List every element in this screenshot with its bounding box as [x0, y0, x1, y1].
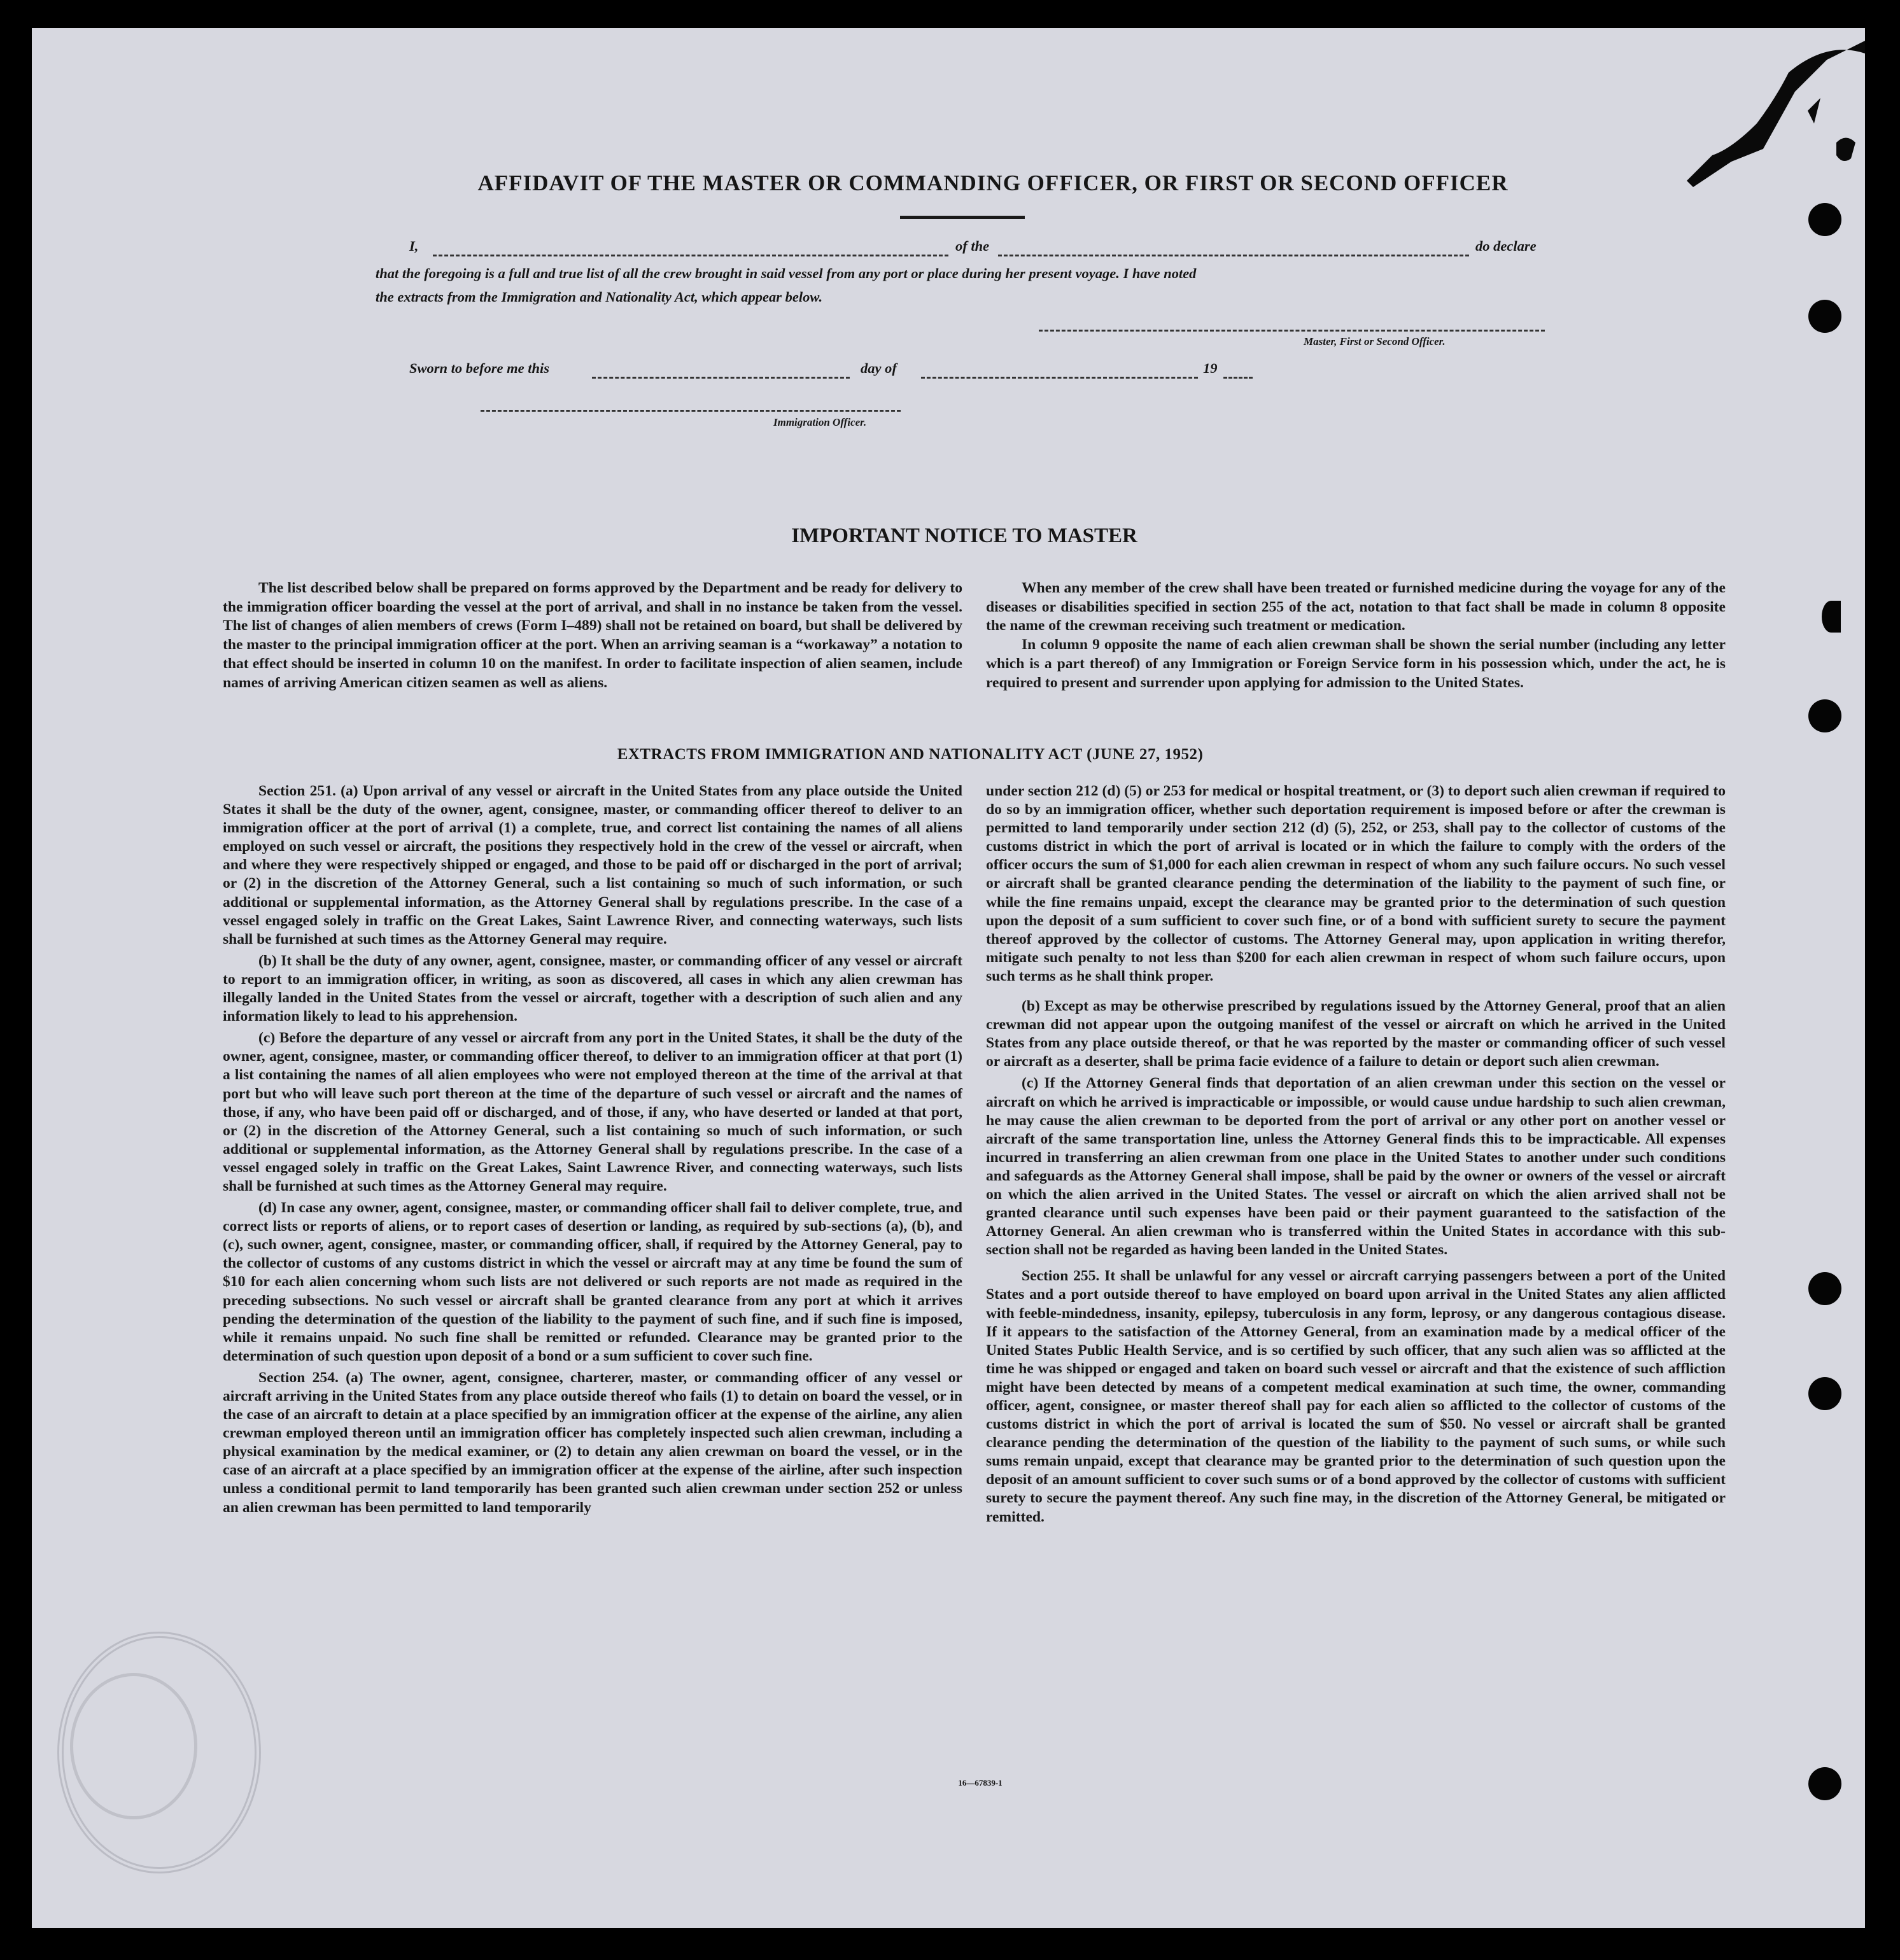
notice-right-paragraph: In column 9 opposite the name of each alien crewman shall be shown the serial number (including any letter which is a part thereof) of any Immigration or Foreign Service form in his possession which, under the act, he is required to present and surrender upon applying for admission to the United States.	[986, 636, 1726, 691]
notice-left-column	[223, 579, 962, 692]
notice-right-paragraph: When any member of the crew shall have been treated or furnished medicine during the voyage for any of the diseases or disabilities specified in section 255 of the act, notation to that fact shall be made in column 8 opposite the name of the crewman receiving such treatment or medication.	[986, 580, 1726, 634]
section-251c-paragraph: (c) Before the departure of any vessel or aircraft from any port in the United States, it shall be the duty of the owner, agent, consignee, master, or commanding officer thereof, to deliver to an immigration officer at that port (1) a list containing the names of all alien employees who were not employed thereon at the time of the arrival at that port but who will leave such port thereon at the time of the departure of such vessel or aircraft and the names of those, if any, who have been paid off or discharged, and of those, if any, who have deserted or landed at that port, or (2) in the discretion of the Attorney General, such a list containing so much of such information, or such additional or supplemental information, as the Attorney General shall by regulations prescribe. In the case of a vessel engaged solely in traffic on the Great Lakes, Saint Lawrence River, and connecting waterways, such lists shall be furnished at such times as the Attorney General may require.	[223, 1030, 962, 1194]
punch-hole	[1808, 203, 1841, 236]
section-254b-paragraph: (b) Except as may be otherwise prescribed by regulations issued by the Attorney General, proof that an alien crewman did not appear upon the outgoing manifest of the vessel or aircraft on which he arrived in the United States from any place outside thereof, or that he was reported by the master or commanding officer of such vessel or aircraft as a deserter, shall be prima facie evidence of a failure to detain or deport such alien crewman.	[986, 998, 1726, 1070]
officer-signature-line	[481, 410, 901, 412]
title-rule	[900, 216, 1025, 219]
extracts-right-column	[986, 782, 1726, 1527]
document-page	[32, 28, 1865, 1928]
extracts-title: EXTRACTS FROM IMMIGRATION AND NATIONALITY ACT (JUNE 27, 1952)	[617, 746, 1204, 763]
sworn-day-blank-line	[592, 377, 850, 379]
extracts-left-column	[223, 782, 962, 1517]
section-251a-paragraph: Section 251. (a) Upon arrival of any vessel or aircraft in the United States from any place outside the United States it shall be the duty of the owner, agent, consignee, master, or commanding officer thereof to deliver to an immigration officer at the port of arrival (1) a complete, true, and correct list containing the names of all aliens employed on such vessel or aircraft, the positions they respectively hold in the crew of the vessel or aircraft, when and where they were respectively shipped or engaged, and those to be paid off or discharged in the port of arrival; or (2) in the discretion of the Attorney General, such a list containing so much of such information, or such additional or supplemental information, as the Attorney General shall by regulations prescribe. In the case of a vessel engaged solely in traffic on the Great Lakes, Saint Lawrence River, and connecting waterways, such lists shall be furnished at such times as the Attorney General may require.	[223, 783, 962, 948]
section-254c-paragraph: (c) If the Attorney General finds that deportation of an alien crewman under this section on the vessel or aircraft on which he arrived is impracticable or impossible, or would cause undue hardship to such alien crewman, he may cause the alien crewman to be deported from the port of arrival or any other port on another vessel or aircraft of the same transportation line, unless the Attorney General finds this to be impracticable. All expenses incurred in transferring an alien crewman from one place in the United States to another under such conditions and safeguards as the Attorney General shall impose, shall be paid by the owner or owners of the vessel or aircraft on which the alien arrived in the United States. The vessel or aircraft on which the alien arrived shall not be granted clearance until such expenses have been paid or their payment guaranteed to the satisfaction of the Attorney General. An alien crewman who is transferred within the United States in accordance with this sub-section shall not be regarded as having been landed in the United States.	[986, 1075, 1726, 1259]
affidavit-statement-line2: the extracts from the Immigration and Nationality Act, which appear below.	[376, 289, 823, 305]
master-caption: Master, First or Second Officer.	[1304, 335, 1446, 347]
section-251b-paragraph: (b) It shall be the duty of any owner, agent, consignee, master, or commanding officer of any vessel or aircraft to report to an immigration officer, in writing, as soon as discovered, all cases in which any alien crewman has illegally landed in the United States from the vessel or aircraft, together with a description of such alien and any information likely to lead to his apprehension.	[223, 952, 962, 1025]
name-blank-line	[433, 255, 948, 256]
punch-hole	[1808, 699, 1841, 732]
year-blank-line	[1223, 377, 1253, 379]
notice-title: IMPORTANT NOTICE TO MASTER	[791, 524, 1137, 547]
affidavit-of-the-label: of the	[955, 238, 990, 254]
section-255-paragraph: Section 255. It shall be unlawful for any vessel or aircraft carrying passengers between a port of the United States and a port outside thereof to have employed on board upon arrival in the United States any alien afflicted with feeble-mindedness, insanity, epilepsy, tuberculosis in any form, leprosy, or any dangerous contagious disease. If it appears to the satisfaction of the Attorney General, from an examination made by a medical officer of the United States Public Health Service, and is so certified by such officer, that any such alien was so afflicted at the time he was shipped or engaged and taken on board such vessel or aircraft and that the existence of such affliction might have been detected by means of a competent medical examination at such time, the owner, commanding officer, agent, consignee, or master thereof shall pay for each alien so afflicted to the collector of customs of the customs district in which the port of arrival is located the sum of $50. No vessel or aircraft shall be granted clearance pending the determination of the question of the liability to the payment of such sums, or while such sums remain unpaid, except that clearance may be granted prior to the determination of such question upon the deposit of an amount sufficient to cover such sums or of a bond approved by the collector of customs with sufficient surety to secure the payment thereof. Any such fine may, in the discretion of the Attorney General, be mitigated or remitted.	[986, 1268, 1726, 1525]
section-254a-paragraph: Section 254. (a) The owner, agent, consignee, charterer, master, or commanding officer of any vessel or aircraft arriving in the United States from any place outside thereof who fails (1) to detain on board the vessel, or in the case of an aircraft to detain at a place specified by an immigration officer at the expense of the airline, any alien crewman employed thereon until an immigration officer has completely inspected such alien crewman, including a physical examination by the medical examiner, or (2) to detain any alien crewman on board the vessel, or in the case of an aircraft at a place specified by an immigration officer at the expense of the airline, after such inspection unless a conditional permit to land temporarily has been granted such alien crewman under section 252 or unless an alien crewman has been permitted to land temporarily	[223, 1369, 962, 1516]
year-label: 19	[1203, 360, 1218, 376]
sworn-label: Sworn to before me this	[409, 360, 550, 376]
form-number: 16—67839-1	[958, 1778, 1003, 1788]
section-254a-continued-paragraph: under section 212 (d) (5) or 253 for medical or hospital treatment, or (3) to deport such alien crewman if required to do so by an immigration officer, whether such deportation requirement is imposed before or after the crewman is permitted to land temporarily under section 212 (d) (5), 252, or 253, shall pay to the collector of customs of the customs district in which the port of arrival is located or in which the failure to comply with the orders of the officer occurs the sum of $1,000 for each alien crewman in respect of whom any such failure occurs. No such vessel or aircraft shall be granted clearance pending the determination of the liability to the payment of such fine, or while the fine remains unpaid, except the clearance may be granted prior to the determination of such question upon the deposit of a sum sufficient to cover such fine, or of a bond with sufficient surety to secure the payment thereof approved by the collector of customs. The Attorney General may, upon application in writing therefor, mitigate such penalty to not less than $200 for each alien crewman in respect of whom such failure occurs, upon such terms as he shall think proper.	[986, 783, 1726, 984]
day-of-label: day of	[861, 360, 897, 376]
notice-right-column	[986, 579, 1726, 692]
affidavit-statement-line1: that the foregoing is a full and true list of all the crew brought in said vessel from any port or place during her present voyage. I have noted	[376, 265, 1197, 281]
faint-seal-stamp-inner	[70, 1673, 197, 1819]
binding-notch	[1822, 601, 1841, 633]
month-blank-line	[921, 377, 1198, 379]
punch-hole	[1808, 1272, 1841, 1305]
punch-hole	[1808, 1377, 1841, 1410]
section-251d-paragraph: (d) In case any owner, agent, consignee, master, or commanding officer shall fail to deliver complete, true, and correct lists or reports of aliens, or to report cases of desertion or landing, as required by sub-sections (a), (b), and (c), such owner, agent, consignee, master, or commanding officer, shall, if required by the Attorney General, pay to the collector of customs of any customs district in which the vessel or aircraft may at any time be found the sum of $10 for each alien concerning whom such lists are not delivered or such reports are not made as required in the preceding subsections. No such vessel or aircraft shall be granted clearance from any port at which it arrives pending the determination of the question of the liability to the payment of such fine, and if such fine is imposed, while it remains unpaid. No such fine shall be remitted or refunded. Clearance may be granted prior to the determination of such question upon deposit of a bond or a sum sufficient to cover such fine.	[223, 1200, 962, 1364]
officer-caption: Immigration Officer.	[773, 416, 867, 428]
vessel-blank-line	[998, 255, 1469, 256]
notice-left-paragraph: The list described below shall be prepared on forms approved by the Department and be ready for delivery to the immigration officer boarding the vessel at the port of arrival, and shall in no instance be taken from the vessel. The list of changes of alien members of crews (Form I–489) shall not be retained on board, but shall be delivered by the master to the principal immigration officer at the port. When an arriving seaman is a “workaway” a notation to that effect should be inserted in column 10 on the manifest. In order to facilitate inspection of alien seamen, include names of arriving American citizen seamen as well as aliens.	[223, 580, 962, 691]
punch-hole	[1808, 300, 1841, 333]
torn-corner	[1585, 28, 1865, 219]
affidavit-i-label: I,	[409, 238, 419, 254]
affidavit-title: AFFIDAVIT OF THE MASTER OR COMMANDING OFFICER, OR FIRST OR SECOND OFFICER	[477, 171, 1509, 195]
affidavit-do-declare: do declare	[1475, 238, 1537, 254]
master-signature-line	[1039, 330, 1545, 332]
punch-hole	[1808, 1767, 1841, 1800]
